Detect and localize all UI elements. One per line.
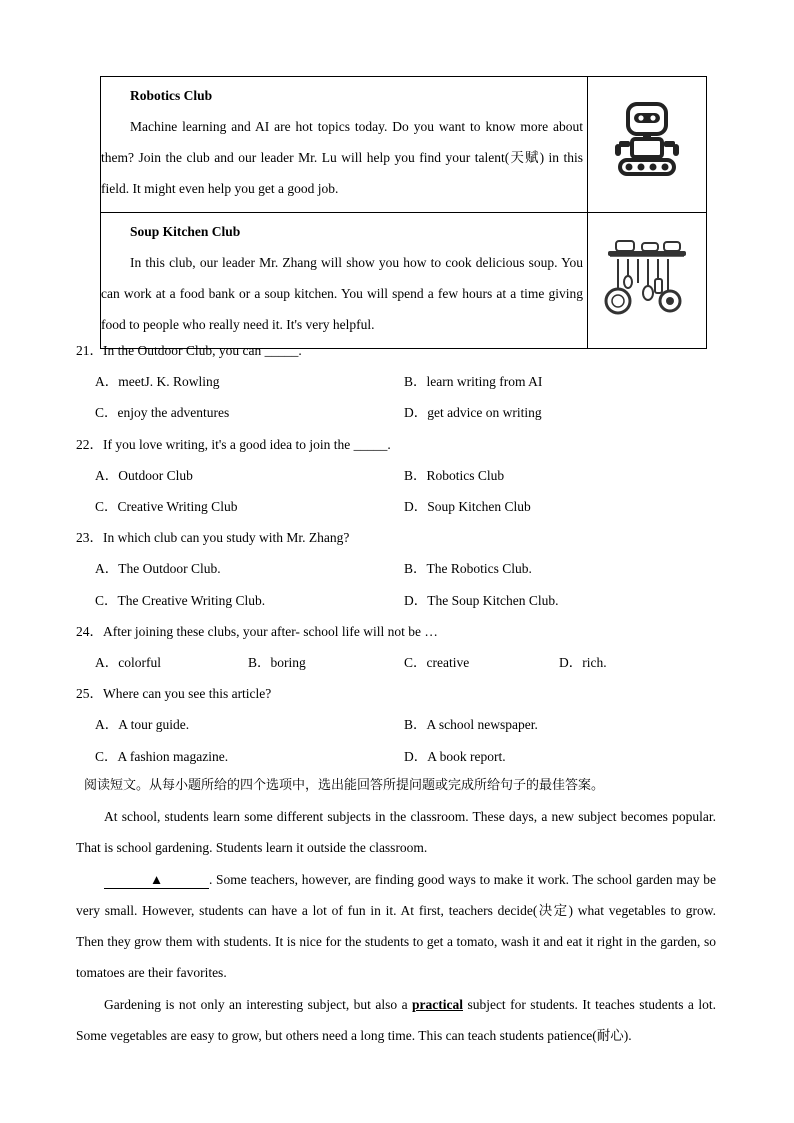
club-title: Soup Kitchen Club xyxy=(130,224,241,239)
question-stem: In which club can you study with Mr. Zhang? xyxy=(103,530,350,545)
kitchen-utensils-icon xyxy=(604,237,690,321)
club-image-cell xyxy=(588,213,707,349)
option-b: B．The Robotics Club. xyxy=(404,561,532,576)
question-stem: After joining these clubs, your after- school life will not be … xyxy=(103,624,438,639)
question-number: 21． xyxy=(76,343,103,358)
option-b: B．learn writing from AI xyxy=(404,374,543,389)
question-number: 23． xyxy=(76,530,103,545)
clubs-table xyxy=(100,76,707,349)
club-description: In this club, our leader Mr. Zhang will show you how to cook delicious soup. You can work at a food bank or a soup kitchen. You will spend a few hours at a time giving food to people who really need it. It's very helpful. xyxy=(101,255,584,332)
option-b: B．A school newspaper. xyxy=(404,717,538,732)
option-c: C．Creative Writing Club xyxy=(95,499,238,514)
paragraph-text: subject for students. It teaches students a lot. Some vegetables are easy to grow, but others need a long time. This can teach students patience(耐心). xyxy=(76,997,716,1043)
highlighted-word: practical xyxy=(412,997,463,1012)
question-number: 24． xyxy=(76,624,103,639)
passage-paragraph-3 xyxy=(76,989,716,1051)
option-b: B．Robotics Club xyxy=(404,468,505,483)
option-c: C．The Creative Writing Club. xyxy=(95,593,266,608)
club-image-cell xyxy=(588,77,707,213)
option-c: C．enjoy the adventures xyxy=(95,405,230,420)
club-title: Robotics Club xyxy=(130,88,213,103)
option-a: A．A tour guide. xyxy=(95,717,190,732)
question-24 xyxy=(76,623,438,641)
option-a: A．Outdoor Club xyxy=(95,468,193,483)
question-stem: Where can you see this article? xyxy=(103,686,272,701)
question-23 xyxy=(76,529,349,547)
paragraph-text: . Some teachers, however, are finding good ways to make it work. The school garden may be very small. However, students can have a lot of fun in it. At first, teachers decide(决定) what vegetables to grow. Then they grow them with students. It is nice for the students to get a tomato, wash it and eat it right in the garden, so tomatoes are their favorites. xyxy=(76,872,716,980)
answer-blank: ▲ xyxy=(104,872,209,889)
passage-paragraph-2 xyxy=(76,864,716,988)
option-d: D．rich. xyxy=(559,655,607,670)
option-c: C．creative xyxy=(404,655,470,670)
option-d: D．A book report. xyxy=(404,749,506,764)
club-description: Machine learning and AI are hot topics today. Do you want to know more about them? Join the club and our leader Mr. Lu will help you find your talent(天赋) in this field. It might even help you get a good job. xyxy=(101,119,584,196)
club-text-cell xyxy=(101,77,588,213)
passage-paragraph-1: At school, students learn some different subjects in the classroom. These days, a new subject becomes popular. That is school gardening. Students learn it outside the classroom. xyxy=(76,809,716,855)
club-row-robotics xyxy=(101,77,707,213)
option-d: D．The Soup Kitchen Club. xyxy=(404,593,559,608)
question-number: 25． xyxy=(76,686,103,701)
reading-instruction: 阅读短文。从每小题所给的四个选项中，选出能回答所提问题或完成所给句子的最佳答案。 xyxy=(84,778,605,793)
question-number: 22． xyxy=(76,437,103,452)
question-stem: In the Outdoor Club, you can _____. xyxy=(103,343,302,358)
option-b: B．boring xyxy=(248,655,306,670)
question-22 xyxy=(76,436,391,454)
question-21 xyxy=(76,342,302,360)
club-row-soup-kitchen xyxy=(101,213,707,349)
robot-icon xyxy=(612,100,682,186)
option-d: D．get advice on writing xyxy=(404,405,542,420)
option-a: A．meetJ. K. Rowling xyxy=(95,374,220,389)
question-25 xyxy=(76,685,271,703)
question-stem: If you love writing, it's a good idea to join the _____. xyxy=(103,437,391,452)
option-a: A．colorful xyxy=(95,655,161,670)
paragraph-text: Gardening is not only an interesting subject, but also a xyxy=(104,997,413,1012)
option-a: A．The Outdoor Club. xyxy=(95,561,221,576)
club-text-cell xyxy=(101,213,588,349)
option-d: D．Soup Kitchen Club xyxy=(404,499,531,514)
option-c: C．A fashion magazine. xyxy=(95,749,229,764)
